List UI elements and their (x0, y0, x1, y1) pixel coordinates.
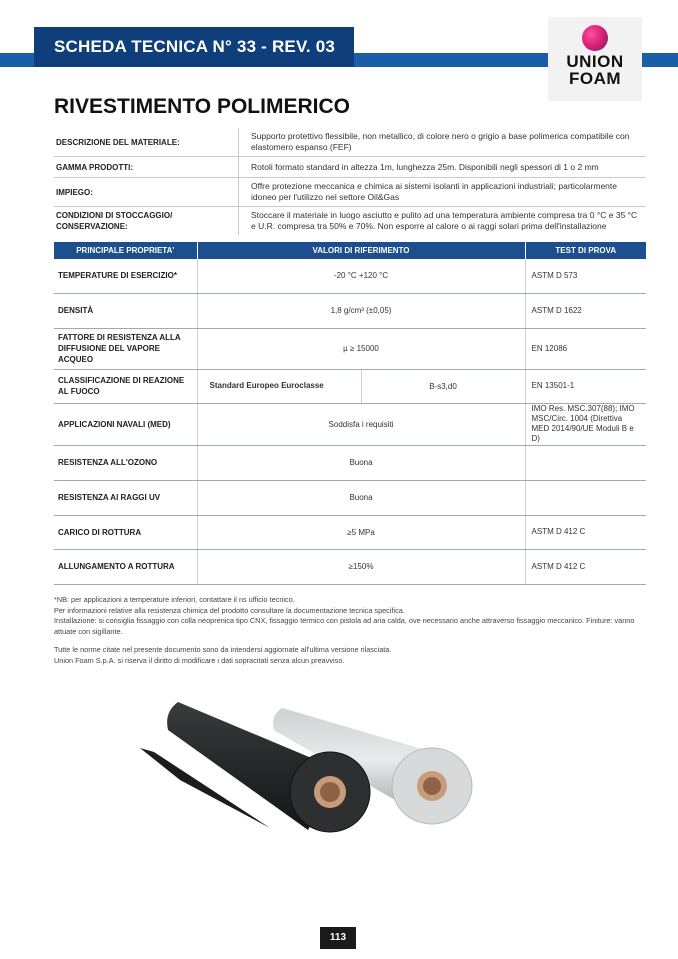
property-name: RESISTENZA AI RAGGI UV (54, 480, 197, 515)
property-value: -20 °C +120 °C (197, 259, 525, 293)
property-name: TEMPERATURE DI ESERCIZIO* (54, 259, 197, 293)
info-value: Offre protezione meccanica e chimica ai sistemi isolanti in applicazioni industriali; particolarmente idoneo per l'utilizzo nel settore Oil&Gas (239, 178, 647, 207)
property-value: Soddisfa i requisiti (197, 403, 525, 445)
info-value: Supporto protettivo flessibile, non metallico, di colore nero o grigio a base polimerica compatibile con elastomero espanso (FEF) (239, 128, 647, 157)
info-label: IMPIEGO: (54, 178, 239, 207)
table-row (54, 293, 646, 328)
property-name: DENSITÀ (54, 293, 197, 328)
logo-line-1: UNION (566, 52, 624, 71)
logo-text (556, 53, 634, 87)
info-row (54, 178, 646, 207)
table-row (54, 403, 646, 445)
page-number: 113 (320, 927, 356, 949)
material-info-table (54, 128, 646, 235)
footnote: Union Foam S.p.A. si riserva il diritto di modificare i dati sopracitati senza alcun preavviso. (54, 655, 345, 665)
property-test: EN 13501-1 (525, 369, 646, 403)
property-value: µ ≥ 15000 (197, 328, 525, 369)
property-test: ASTM D 412 C (525, 515, 646, 549)
info-label: CONDIZIONI DI STOCCAGGIO/ CONSERVAZIONE: (54, 207, 239, 236)
property-name: CARICO DI ROTTURA (54, 515, 197, 549)
footnote: *NB: per applicazioni a temperature inferiori, contattare il ns ufficio tecnico. (54, 595, 295, 604)
property-value: Buona (197, 445, 525, 480)
header-test: TEST DI PROVA (525, 242, 646, 259)
table-row (54, 515, 646, 549)
property-name: CLASSIFICAZIONE DI REAZIONE AL FUOCO (54, 369, 197, 403)
property-test: ASTM D 1622 (525, 293, 646, 328)
info-value: Stoccare il materiale in luogo asciutto e pulito ad una temperatura ambiente compresa tra 0 °C e 35 °C e U.R. compresa tra 50% e 70%. Non esporre al calore o ai raggi solari prima dell'installazione (251, 210, 638, 231)
footnote: Installazione: si consiglia fissaggio con colla neoprenica tipo CNX, fissaggio termico con pistola ad aria calda, ove necessario anche attraverso fissaggio meccanico. Finiture: vanno attuate con sigillante. (54, 616, 635, 636)
info-label: GAMMA PRODOTTI: (54, 157, 239, 178)
property-test: ASTM D 573 (525, 259, 646, 293)
footnote: Per informazioni relative alla resistenza chimica del prodotto consultare la documentazione tecnica specifica. (54, 605, 405, 615)
table-row (54, 328, 646, 369)
property-value: 1,8 g/cm³ (±0,05) (197, 293, 525, 328)
property-value: B-s3,d0 (361, 369, 525, 403)
table-row (54, 369, 646, 403)
info-row (54, 157, 646, 178)
property-value: ≥5 MPa (197, 515, 525, 549)
property-name: ALLUNGAMENTO A ROTTURA (54, 549, 197, 584)
black-roll (140, 702, 370, 832)
property-name: APPLICAZIONI NAVALI (MED) (54, 403, 197, 445)
info-row (54, 207, 646, 236)
info-label: DESCRIZIONE DEL MATERIALE: (54, 128, 239, 157)
property-sub-label: Standard Europeo Euroclasse (197, 369, 361, 403)
property-value: ≥150% (197, 549, 525, 584)
property-test: IMO Res. MSC.307(88); IMO MSC/Circ. 1004 (Direttiva MED 2014/90/UE Moduli B e D) (525, 403, 646, 445)
table-header-row (54, 242, 646, 259)
info-value: Rotoli formato standard in altezza 1m, lunghezza 25m. Disponibili negli spessori di 1 o 2 mm (239, 157, 647, 178)
property-test: ASTM D 412 C (525, 549, 646, 584)
table-row (54, 259, 646, 293)
logo-circle-icon (582, 25, 608, 51)
product-rolls-image (140, 690, 500, 850)
property-name: FATTORE DI RESISTENZA ALLA DIFFUSIONE DEL VAPORE ACQUEO (54, 328, 197, 369)
property-test (525, 445, 646, 480)
union-foam-logo (548, 17, 642, 101)
table-row (54, 549, 646, 584)
properties-table (54, 242, 646, 585)
info-row (54, 128, 646, 157)
sheet-title: SCHEDA TECNICA N° 33 - REV. 03 (34, 27, 354, 67)
property-value: Buona (197, 480, 525, 515)
footnote: Tutte le norme citate nel presente documento sono da intendersi aggiornate all'ultima versione rilasciata. (54, 645, 392, 654)
table-row (54, 445, 646, 480)
footnotes (54, 595, 654, 666)
property-test (525, 480, 646, 515)
logo-line-2: FOAM (568, 69, 622, 88)
property-name: RESISTENZA ALL'OZONO (54, 445, 197, 480)
header-property: PRINCIPALE PROPRIETA' (54, 242, 197, 259)
header-values: VALORI DI RIFERIMENTO (197, 242, 525, 259)
page-title: RIVESTIMENTO POLIMERICO (54, 95, 350, 118)
property-test: EN 12086 (525, 328, 646, 369)
table-row (54, 480, 646, 515)
